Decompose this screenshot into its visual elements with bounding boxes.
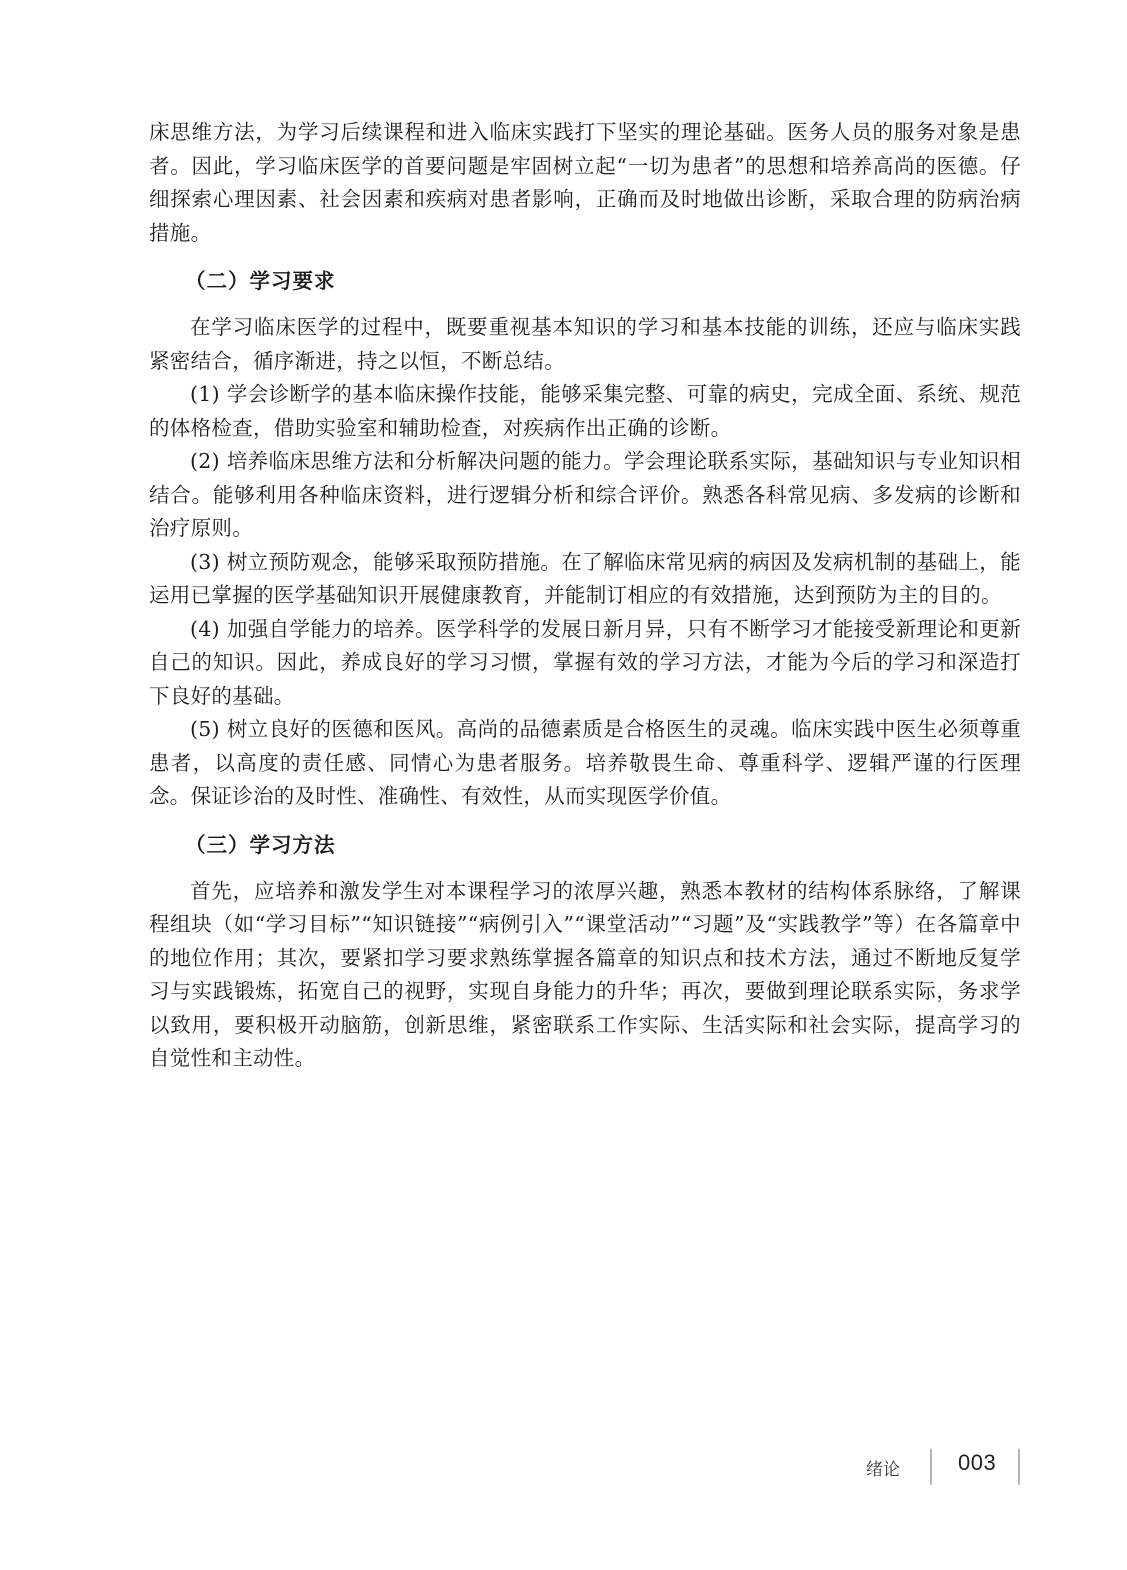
intro-continuation-paragraph: 床思维方法，为学习后续课程和进入临床实践打下坚实的理论基础。医务人员的服务对象是患者。因此，学习临床医学的首要问题是牢固树立起“一切为患者”的思想和培养高尚的医德。仔细探索心理因素、社会因素和疾病对患者影响，正确而及时地做出诊断，采取合理的防病治病措施。	[149, 120, 1021, 245]
page-content	[149, 116, 1021, 1076]
page-number: 003	[958, 1450, 997, 1475]
requirement-item-4: (4) 加强自学能力的培养。医学科学的发展日新月异，只有不断学习才能接受新理论和更新自己的知识。因此，养成良好的学习习惯，掌握有效的学习方法，才能为今后的学习和深造打下良好的基础。	[149, 616, 1021, 708]
requirement-item-3: (3) 树立预防观念，能够采取预防措施。在了解临床常见病的病因及发病机制的基础上，能运用已掌握的医学基础知识开展健康教育，并能制订相应的有效措施，达到预防为主的目的。	[149, 549, 1021, 607]
section-heading-requirements: （二）学习要求	[185, 269, 336, 293]
chapter-label: 绪论	[866, 1460, 900, 1480]
section-heading-methods: （三）学习方法	[185, 832, 336, 857]
page-footer	[860, 1449, 1030, 1485]
requirement-item-1: (1) 学会诊断学的基本临床操作技能，能够采集完整、可靠的病史，完成全面、系统、规范的体格检查，借助实验室和辅助检查，对疾病作出正确的诊断。	[149, 382, 1021, 440]
requirements-lead-paragraph: 在学习临床医学的过程中，既要重视基本知识的学习和基本技能的训练，还应与临床实践紧密结合，循序渐进，持之以恒，不断总结。	[149, 315, 1021, 373]
methods-paragraph: 首先，应培养和激发学生对本课程学习的浓厚兴趣，熟悉本教材的结构体系脉络，了解课程组块（如“学习目标”“知识链接”“病例引入”“课堂活动”“习题”及“实践教学”等）在各篇章中的地位作用；其次，要紧扣学习要求熟练掌握各篇章的知识点和技术方法，通过不断地反复学习与实践锻炼，拓宽自己的视野，实现自身能力的升华；再次，要做到理论联系实际，务求学以致用，要积极开动脑筋，创新思维，紧密联系工作实际、生活实际和社会实际，提高学习的自觉性和主动性。	[149, 878, 1021, 1070]
footer-divider	[930, 1449, 932, 1485]
requirement-item-2: (2) 培养临床思维方法和分析解决问题的能力。学会理论联系实际，基础知识与专业知识相结合。能够利用各种临床资料，进行逻辑分析和综合评价。熟悉各科常见病、多发病的诊断和治疗原则。	[149, 449, 1021, 540]
footer-divider-right	[1018, 1449, 1020, 1485]
requirement-item-5: (5) 树立良好的医德和医风。高尚的品德素质是合格医生的灵魂。临床实践中医生必须尊重患者，以高度的责任感、同情心为患者服务。培养敬畏生命、尊重科学、逻辑严谨的行医理念。保证诊治的及时性、准确性、有效性，从而实现医学价值。	[149, 717, 1021, 808]
